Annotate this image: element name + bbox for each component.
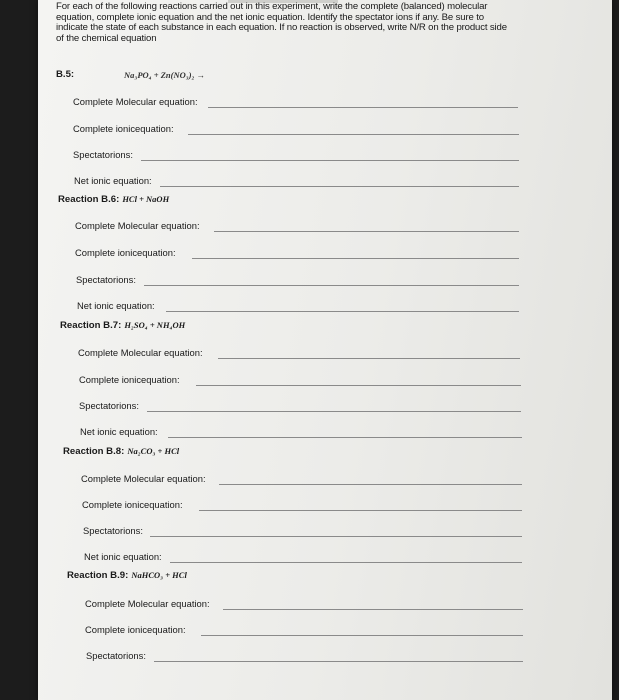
b7-ionic-row bbox=[79, 374, 521, 388]
instructions-line-4: of the chemical equation bbox=[56, 32, 157, 44]
reaction-b7-equation: H₂SO₄ + NH₄OH bbox=[124, 320, 186, 330]
b5-net-answer-line[interactable] bbox=[160, 186, 519, 187]
b6-molecular-row bbox=[75, 220, 519, 234]
b7-net-label: Net ionic equation: bbox=[80, 426, 158, 437]
b6-net-row bbox=[77, 300, 519, 314]
b7-molecular-row bbox=[78, 347, 520, 361]
b8-net-answer-line[interactable] bbox=[170, 562, 522, 563]
reaction-b6-label: Reaction B.6: bbox=[58, 194, 120, 205]
b9-ionic-row bbox=[85, 624, 523, 638]
instructions bbox=[56, 2, 556, 44]
b7-spectator-answer-line[interactable] bbox=[147, 411, 521, 412]
b5-ionic-row bbox=[73, 123, 519, 137]
reaction-b8-equation: Na₂CO₃ + HCl bbox=[127, 446, 180, 456]
b5-spectator-answer-line[interactable] bbox=[141, 160, 519, 161]
b6-ionic-row bbox=[75, 247, 519, 261]
b7-molecular-answer-line[interactable] bbox=[218, 358, 520, 359]
reaction-b8-label: Reaction B.8: bbox=[63, 446, 125, 457]
b6-ionic-answer-line[interactable] bbox=[192, 258, 519, 259]
instructions-line-3: indicate the state of each substance in each equation. If no reaction is observed, write N/R on the product side bbox=[56, 22, 507, 34]
b6-spectator-label: Spectatorions: bbox=[76, 274, 136, 285]
instructions-line-2: equation, complete ionic equation and the net ionic equation. Identify the spectator ions if any. Be sure to bbox=[56, 11, 484, 23]
b9-molecular-answer-line[interactable] bbox=[223, 609, 523, 610]
b8-ionic-answer-line[interactable] bbox=[199, 510, 522, 511]
instructions-line-1: For each of the following reactions carried out in this experiment, write the complete (balanced) molecular bbox=[56, 1, 488, 12]
reaction-b6-heading bbox=[58, 194, 169, 205]
b7-net-answer-line[interactable] bbox=[168, 437, 522, 438]
b8-spectator-label: Spectatorions: bbox=[83, 525, 143, 536]
b7-spectator-label: Spectatorions: bbox=[79, 400, 139, 411]
reaction-b7-heading bbox=[60, 320, 185, 331]
reaction-b8-heading bbox=[63, 446, 179, 457]
b8-net-label: Net ionic equation: bbox=[84, 551, 162, 562]
b8-molecular-answer-line[interactable] bbox=[219, 484, 522, 485]
b8-ionic-label: Complete ionicequation: bbox=[82, 499, 183, 510]
b8-molecular-label: Complete Molecular equation: bbox=[81, 473, 206, 484]
b9-ionic-label: Complete ionicequation: bbox=[85, 624, 186, 635]
b6-spectator-answer-line[interactable] bbox=[144, 285, 519, 286]
b9-ionic-answer-line[interactable] bbox=[201, 635, 523, 636]
b5-net-label: Net ionic equation: bbox=[74, 175, 152, 186]
b8-ionic-row bbox=[82, 499, 522, 513]
b7-ionic-answer-line[interactable] bbox=[196, 385, 521, 386]
b9-molecular-row bbox=[85, 598, 523, 612]
b7-molecular-label: Complete Molecular equation: bbox=[78, 347, 203, 358]
b9-spectator-label: Spectatorions: bbox=[86, 650, 146, 661]
reaction-b9-heading bbox=[67, 570, 187, 581]
b8-spectator-row bbox=[83, 525, 522, 539]
b5-net-row bbox=[74, 175, 519, 189]
b6-molecular-label: Complete Molecular equation: bbox=[75, 220, 200, 231]
b6-ionic-label: Complete ionicequation: bbox=[75, 247, 176, 258]
b6-spectator-row bbox=[76, 274, 519, 288]
b7-ionic-label: Complete ionicequation: bbox=[79, 374, 180, 385]
b5-spectator-row bbox=[73, 149, 519, 163]
b5-molecular-row bbox=[73, 96, 518, 110]
reaction-b5-label: B.5: bbox=[56, 69, 75, 80]
reaction-b9-equation: NaHCO₃ + HCl bbox=[131, 570, 187, 580]
worksheet-page bbox=[38, 0, 612, 700]
b5-molecular-label: Complete Molecular equation: bbox=[73, 96, 198, 107]
b8-molecular-row bbox=[81, 473, 522, 487]
b8-net-row bbox=[84, 551, 522, 565]
b9-spectator-answer-line[interactable] bbox=[154, 661, 523, 662]
b5-molecular-answer-line[interactable] bbox=[208, 107, 518, 108]
b8-spectator-answer-line[interactable] bbox=[150, 536, 522, 537]
reaction-b7-label: Reaction B.7: bbox=[60, 320, 122, 331]
reaction-b6-equation: HCl + NaOH bbox=[122, 194, 170, 204]
b7-spectator-row bbox=[79, 400, 521, 414]
b6-molecular-answer-line[interactable] bbox=[214, 231, 519, 232]
b9-molecular-label: Complete Molecular equation: bbox=[85, 598, 210, 609]
b5-ionic-answer-line[interactable] bbox=[188, 134, 519, 135]
b7-net-row bbox=[80, 426, 522, 440]
b6-net-answer-line[interactable] bbox=[166, 311, 519, 312]
reaction-b5-equation: Na₃PO₄ + Zn(NO₃)₂ → bbox=[124, 70, 206, 80]
b5-spectator-label: Spectatorions: bbox=[73, 149, 133, 160]
b6-net-label: Net ionic equation: bbox=[77, 300, 155, 311]
reaction-b9-label: Reaction B.9: bbox=[67, 570, 129, 581]
b5-ionic-label: Complete ionicequation: bbox=[73, 123, 174, 134]
b9-spectator-row bbox=[86, 650, 523, 664]
